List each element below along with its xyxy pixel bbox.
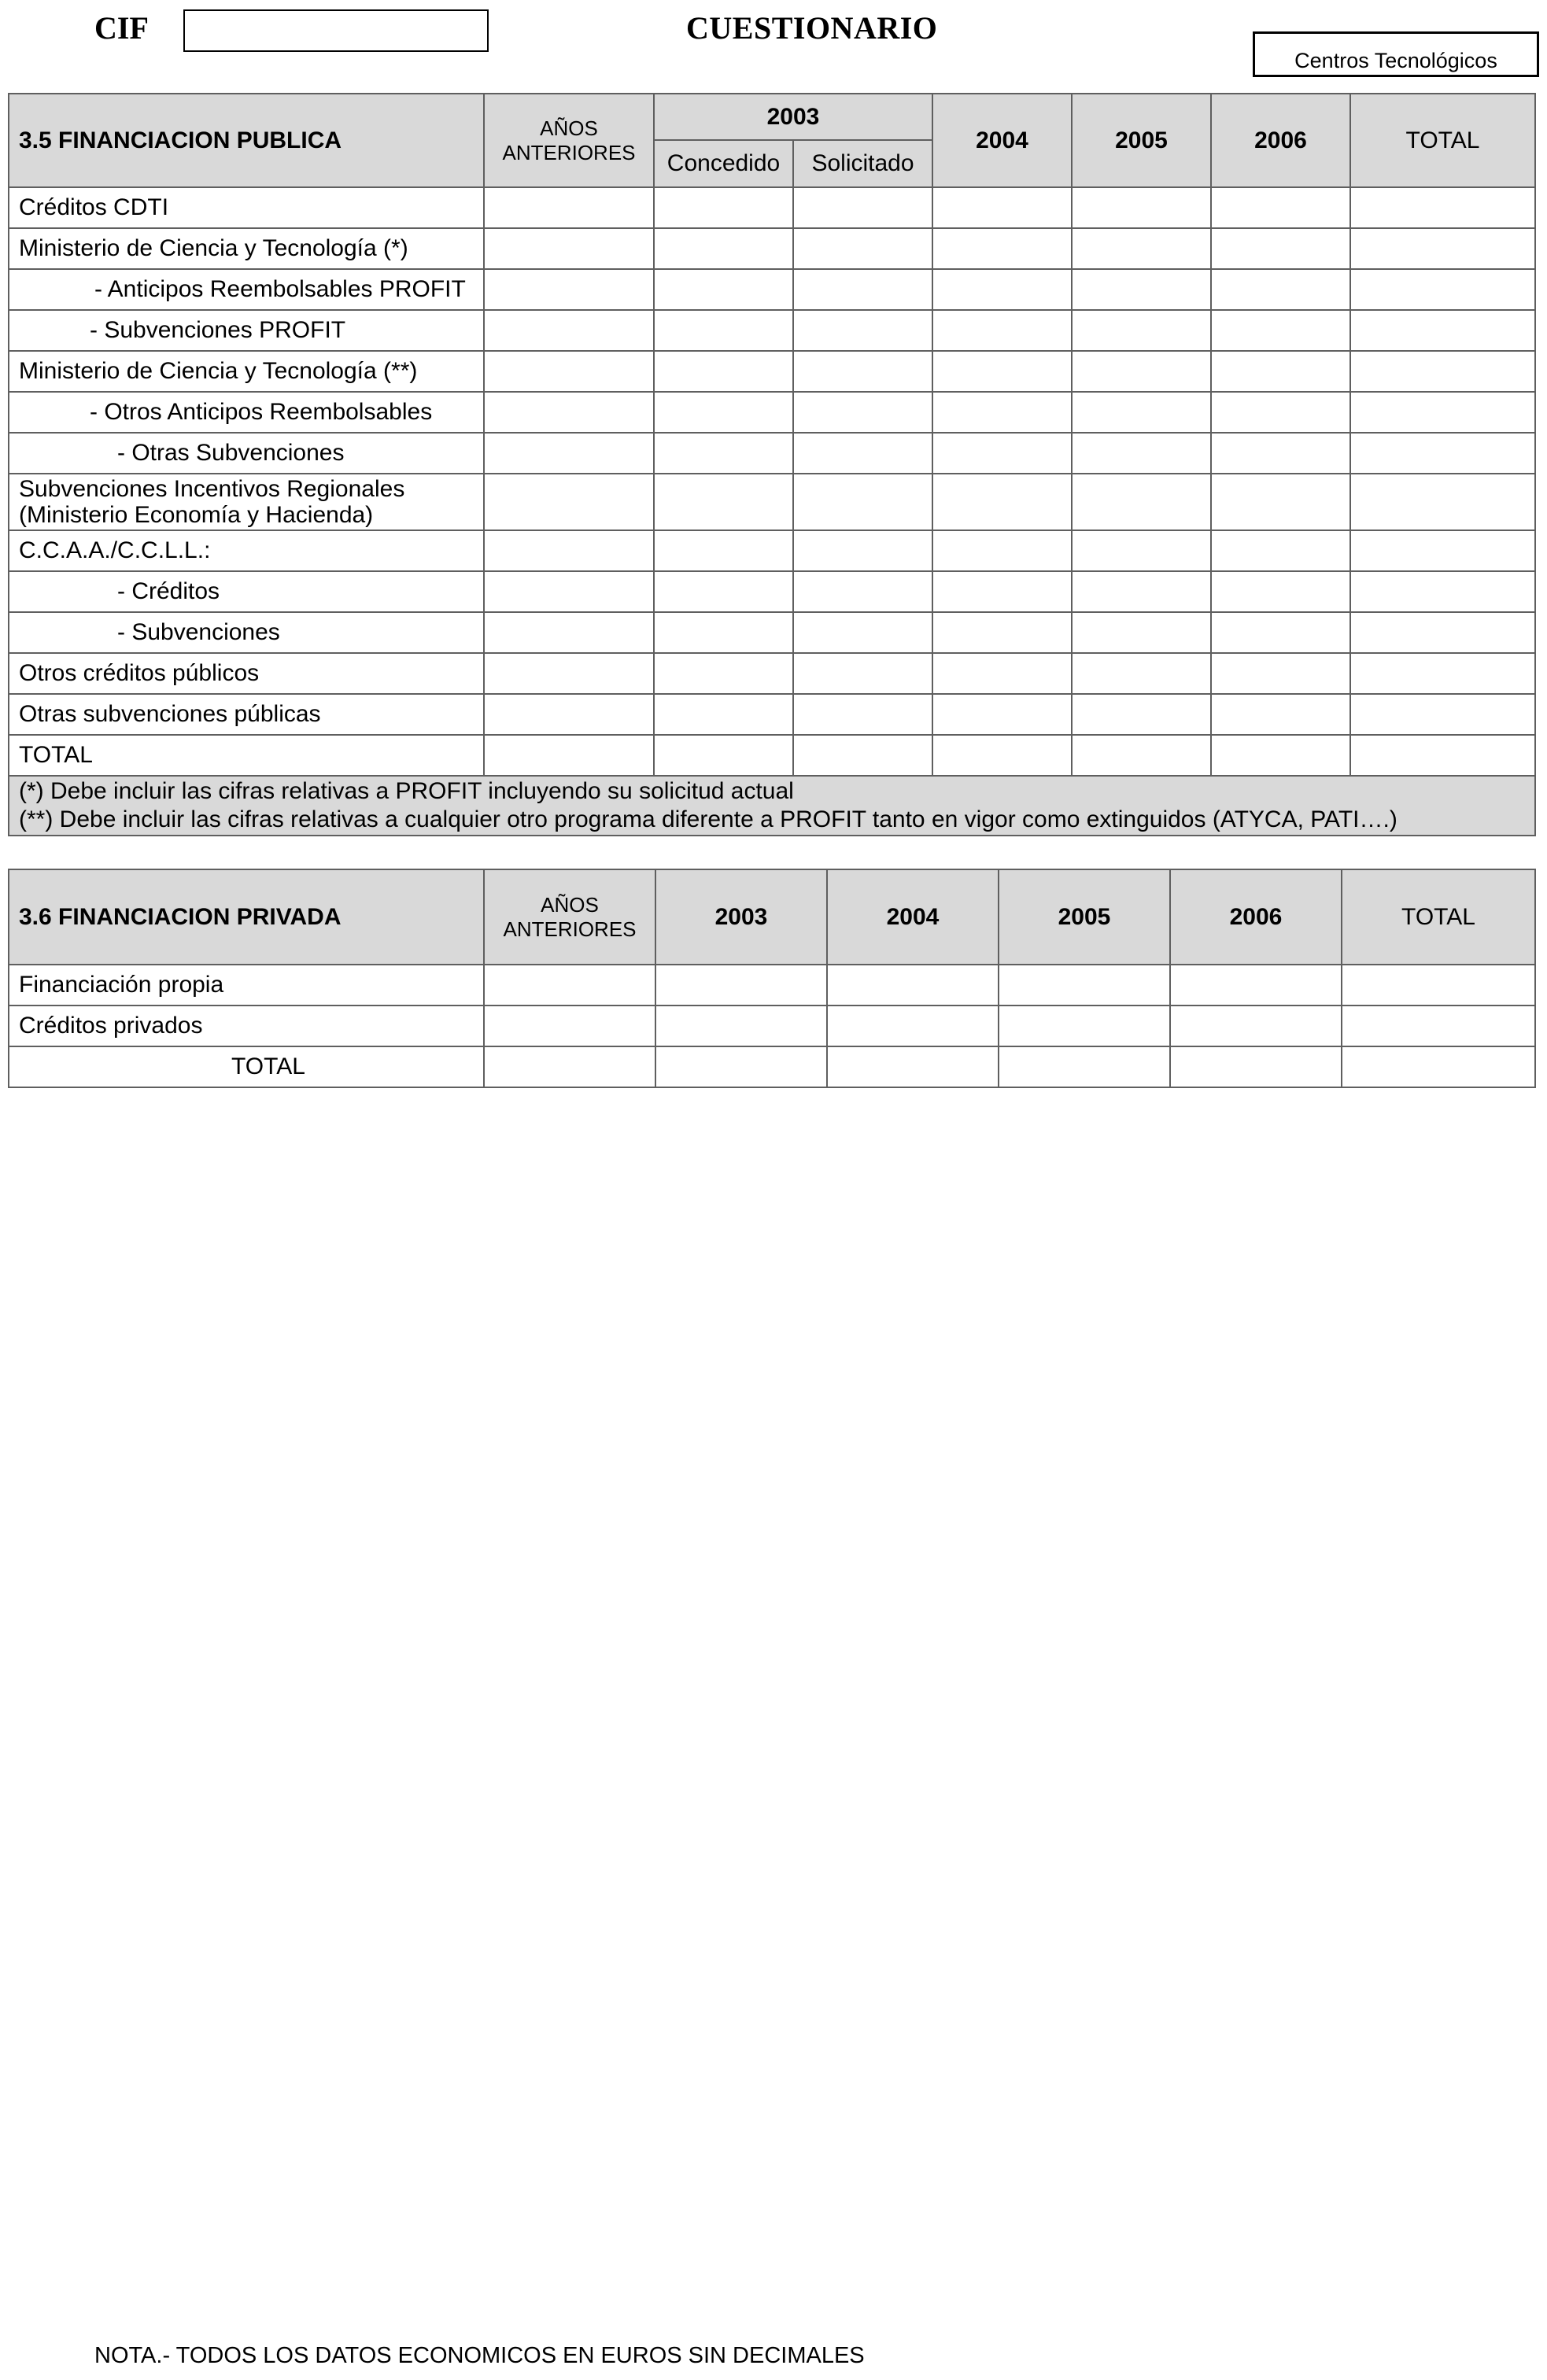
data-cell[interactable]: [654, 530, 793, 571]
row-label: - Subvenciones PROFIT: [9, 310, 484, 351]
data-cell[interactable]: [1211, 392, 1350, 433]
data-cell[interactable]: [1170, 1046, 1342, 1087]
table-row: [9, 1046, 1535, 1087]
row-label: Otros créditos públicos: [9, 653, 484, 694]
data-cell[interactable]: [1350, 228, 1535, 269]
row-label: Financiación propia: [9, 965, 484, 1006]
data-cell[interactable]: [793, 433, 932, 474]
row-label: - Anticipos Reembolsables PROFIT: [9, 269, 484, 310]
data-cell[interactable]: [1072, 433, 1211, 474]
data-cell[interactable]: [827, 1046, 999, 1087]
data-cell[interactable]: [654, 269, 793, 310]
data-cell[interactable]: [654, 735, 793, 776]
data-cell[interactable]: [1211, 653, 1350, 694]
col-header-previous-years: AÑOS ANTERIORES: [484, 94, 654, 187]
col-header-2005: 2005: [999, 869, 1170, 965]
data-cell[interactable]: [793, 735, 932, 776]
table-row: [9, 571, 1535, 612]
data-cell[interactable]: [654, 571, 793, 612]
data-cell[interactable]: [793, 228, 932, 269]
data-cell[interactable]: [1072, 228, 1211, 269]
col-header-2006: 2006: [1170, 869, 1342, 965]
data-cell[interactable]: [1350, 187, 1535, 228]
row-label: C.C.A.A./C.C.L.L.:: [9, 530, 484, 571]
data-cell[interactable]: [1350, 653, 1535, 694]
data-cell[interactable]: [1350, 269, 1535, 310]
data-cell[interactable]: [654, 653, 793, 694]
note-other-programs: (**) Debe incluir las cifras relativas a cualquier otro programa diferente a PROFIT tanto en vigor como extinguidos (ATYCA, PATI….): [19, 806, 1397, 832]
data-cell[interactable]: [484, 612, 654, 653]
data-cell[interactable]: [999, 965, 1170, 1006]
data-cell[interactable]: [484, 474, 654, 530]
data-cell[interactable]: [1350, 612, 1535, 653]
table-row: [9, 1006, 1535, 1046]
data-cell[interactable]: [484, 310, 654, 351]
data-cell[interactable]: [1211, 351, 1350, 392]
data-cell[interactable]: [654, 612, 793, 653]
data-cell[interactable]: [793, 310, 932, 351]
data-cell[interactable]: [932, 530, 1072, 571]
data-cell[interactable]: [1170, 1006, 1342, 1046]
table-row: [9, 965, 1535, 1006]
row-label: - Otros Anticipos Reembolsables: [9, 392, 484, 433]
data-cell[interactable]: [1211, 433, 1350, 474]
data-cell[interactable]: [655, 965, 827, 1006]
data-cell[interactable]: [1342, 1046, 1535, 1087]
data-cell[interactable]: [1211, 310, 1350, 351]
data-cell[interactable]: [1211, 228, 1350, 269]
data-cell[interactable]: [484, 1046, 655, 1087]
table-row: [9, 187, 1535, 228]
data-cell[interactable]: [793, 392, 932, 433]
data-cell[interactable]: [484, 571, 654, 612]
data-cell[interactable]: [654, 474, 793, 530]
row-label: - Otras Subvenciones: [9, 433, 484, 474]
category-box: [1253, 31, 1539, 77]
table-row: [9, 612, 1535, 653]
data-cell[interactable]: [1342, 1006, 1535, 1046]
data-cell[interactable]: [932, 474, 1072, 530]
data-cell[interactable]: [1072, 351, 1211, 392]
notes-cell: [9, 776, 1535, 836]
data-cell[interactable]: [932, 571, 1072, 612]
data-cell[interactable]: [484, 228, 654, 269]
data-cell[interactable]: [1211, 694, 1350, 735]
table-row: [9, 653, 1535, 694]
data-cell[interactable]: [932, 310, 1072, 351]
data-cell[interactable]: [1350, 392, 1535, 433]
data-cell[interactable]: [932, 351, 1072, 392]
footer-note: NOTA.- TODOS LOS DATOS ECONOMICOS EN EUROS SIN DECIMALES: [94, 2343, 865, 2368]
col-header-total: TOTAL: [1342, 869, 1535, 965]
data-cell[interactable]: [932, 735, 1072, 776]
data-cell[interactable]: [793, 474, 932, 530]
data-cell[interactable]: [932, 187, 1072, 228]
public-financing-table: [8, 93, 1536, 836]
row-label: Ministerio de Ciencia y Tecnología (*): [9, 228, 484, 269]
table-row: [9, 694, 1535, 735]
data-cell[interactable]: [484, 351, 654, 392]
data-cell[interactable]: [655, 1006, 827, 1046]
data-cell[interactable]: [1342, 965, 1535, 1006]
data-cell[interactable]: [1350, 433, 1535, 474]
data-cell[interactable]: [1211, 187, 1350, 228]
col-header-total: TOTAL: [1350, 94, 1535, 187]
data-cell[interactable]: [932, 694, 1072, 735]
col-header-2003: 2003: [654, 94, 932, 140]
data-cell[interactable]: [654, 187, 793, 228]
data-cell[interactable]: [1350, 351, 1535, 392]
col-header-2005: 2005: [1072, 94, 1211, 187]
row-label: - Subvenciones: [9, 612, 484, 653]
col-header-previous-years: AÑOS ANTERIORES: [484, 869, 655, 965]
data-cell[interactable]: [793, 351, 932, 392]
notes-row: [9, 776, 1535, 836]
table-row: [9, 351, 1535, 392]
data-cell[interactable]: [1211, 735, 1350, 776]
data-cell[interactable]: [932, 653, 1072, 694]
data-cell[interactable]: [484, 187, 654, 228]
table-row: [9, 269, 1535, 310]
data-cell[interactable]: [484, 694, 654, 735]
data-cell[interactable]: [1072, 392, 1211, 433]
row-label: Otras subvenciones públicas: [9, 694, 484, 735]
data-cell[interactable]: [1072, 474, 1211, 530]
data-cell[interactable]: [793, 694, 932, 735]
data-cell[interactable]: [484, 1006, 655, 1046]
table-row: [9, 228, 1535, 269]
page-title: CUESTIONARIO: [686, 10, 938, 46]
data-cell[interactable]: [1350, 474, 1535, 530]
data-cell[interactable]: [654, 228, 793, 269]
data-cell[interactable]: [793, 187, 932, 228]
data-cell[interactable]: [1211, 530, 1350, 571]
data-cell[interactable]: [1072, 571, 1211, 612]
col-header-granted: Concedido: [654, 140, 793, 187]
table-row: [9, 433, 1535, 474]
col-header-requested: Solicitado: [793, 140, 932, 187]
row-label: - Créditos: [9, 571, 484, 612]
data-cell[interactable]: [654, 433, 793, 474]
cif-input[interactable]: [183, 9, 489, 52]
data-cell[interactable]: [1211, 571, 1350, 612]
section-title: 3.6 FINANCIACION PRIVADA: [9, 869, 484, 965]
data-cell[interactable]: [654, 310, 793, 351]
data-cell[interactable]: [654, 392, 793, 433]
data-cell[interactable]: [793, 612, 932, 653]
row-label: TOTAL: [9, 735, 484, 776]
data-cell[interactable]: [1350, 694, 1535, 735]
data-cell[interactable]: [999, 1046, 1170, 1087]
data-cell[interactable]: [1211, 269, 1350, 310]
cif-label: CIF: [94, 10, 149, 46]
data-cell[interactable]: [793, 653, 932, 694]
data-cell[interactable]: [484, 735, 654, 776]
data-cell[interactable]: [1072, 187, 1211, 228]
table-row: [9, 530, 1535, 571]
data-cell[interactable]: [1072, 612, 1211, 653]
row-label: Créditos privados: [9, 1006, 484, 1046]
data-cell[interactable]: [484, 269, 654, 310]
col-header-2003: 2003: [655, 869, 827, 965]
table-row: [9, 474, 1535, 530]
data-cell[interactable]: [1350, 571, 1535, 612]
data-cell[interactable]: [1072, 530, 1211, 571]
private-financing-table: [8, 869, 1536, 1088]
table-row: [9, 392, 1535, 433]
data-cell[interactable]: [1072, 735, 1211, 776]
data-cell[interactable]: [932, 433, 1072, 474]
data-cell[interactable]: [1211, 612, 1350, 653]
data-cell[interactable]: [1072, 310, 1211, 351]
data-cell[interactable]: [484, 530, 654, 571]
data-cell[interactable]: [484, 392, 654, 433]
data-cell[interactable]: [1350, 530, 1535, 571]
data-cell[interactable]: [932, 228, 1072, 269]
data-cell[interactable]: [484, 433, 654, 474]
col-header-2004: 2004: [827, 869, 999, 965]
data-cell[interactable]: [827, 965, 999, 1006]
data-cell[interactable]: [793, 571, 932, 612]
row-label: TOTAL: [9, 1046, 484, 1087]
category-label: Centros Tecnológicos: [1294, 49, 1497, 72]
data-cell[interactable]: [932, 392, 1072, 433]
section-title: 3.5 FINANCIACION PUBLICA: [9, 94, 484, 187]
table-row: [9, 735, 1535, 776]
note-profit: (*) Debe incluir las cifras relativas a PROFIT incluyendo su solicitud actual: [19, 778, 794, 804]
data-cell[interactable]: [793, 269, 932, 310]
data-cell[interactable]: [654, 694, 793, 735]
col-header-2004: 2004: [932, 94, 1072, 187]
data-cell[interactable]: [1072, 269, 1211, 310]
data-cell[interactable]: [1211, 474, 1350, 530]
data-cell[interactable]: [793, 530, 932, 571]
data-cell[interactable]: [1072, 653, 1211, 694]
col-header-2006: 2006: [1211, 94, 1350, 187]
data-cell[interactable]: [484, 965, 655, 1006]
data-cell[interactable]: [999, 1006, 1170, 1046]
table-row: [9, 310, 1535, 351]
data-cell[interactable]: [1350, 735, 1535, 776]
data-cell[interactable]: [654, 351, 793, 392]
data-cell[interactable]: [827, 1006, 999, 1046]
row-label: Subvenciones Incentivos Regionales (Ministerio Economía y Hacienda): [9, 474, 484, 530]
row-label: Ministerio de Ciencia y Tecnología (**): [9, 351, 484, 392]
data-cell[interactable]: [932, 612, 1072, 653]
row-label: Créditos CDTI: [9, 187, 484, 228]
data-cell[interactable]: [484, 653, 654, 694]
data-cell[interactable]: [655, 1046, 827, 1087]
data-cell[interactable]: [1072, 694, 1211, 735]
data-cell[interactable]: [1350, 310, 1535, 351]
data-cell[interactable]: [932, 269, 1072, 310]
data-cell[interactable]: [1170, 965, 1342, 1006]
